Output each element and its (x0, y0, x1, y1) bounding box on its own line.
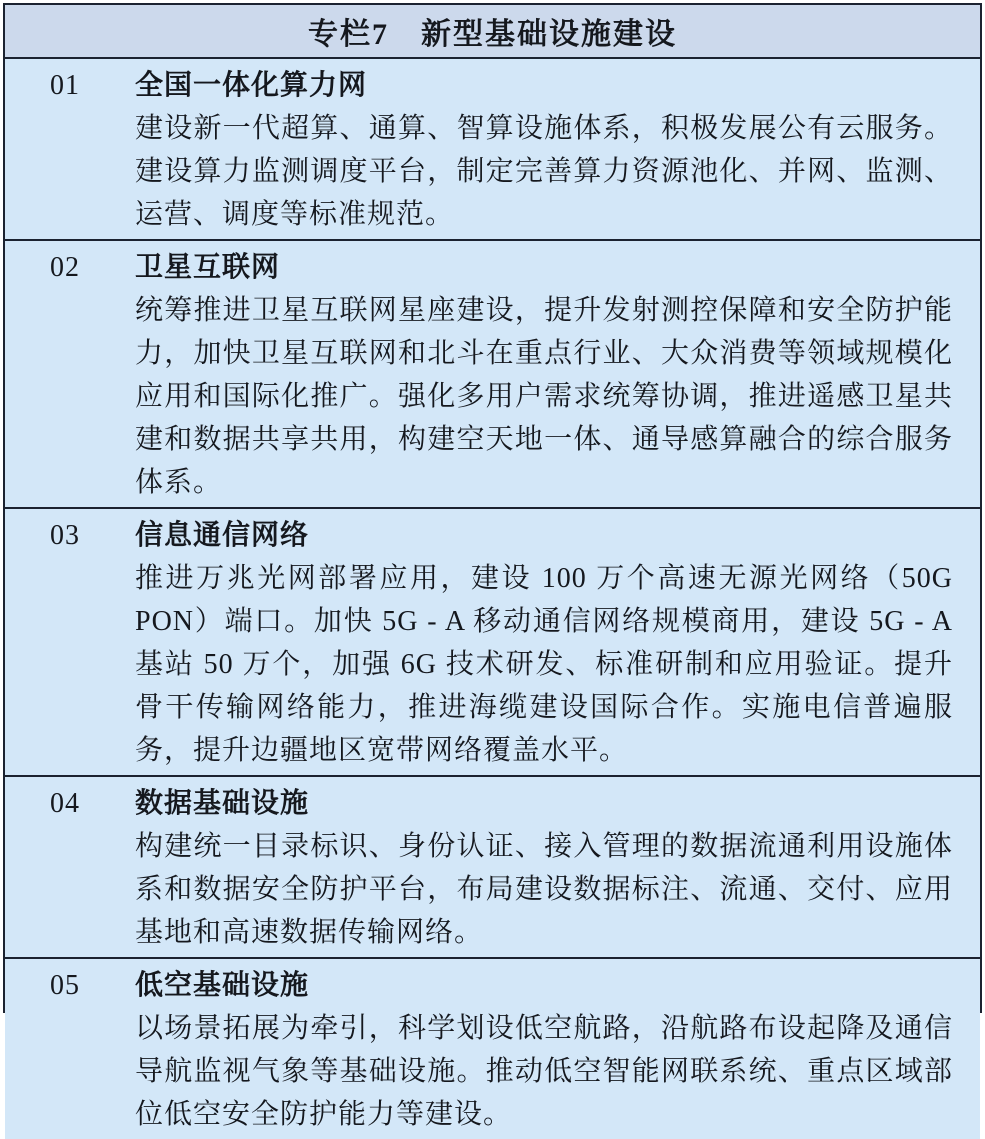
section-number: 04 (50, 788, 80, 819)
section-row-01 (5, 59, 980, 241)
section-body: 统筹推进卫星互联网星座建设，提升发射测控保障和安全防护能力，加快卫星互联网和北斗在重点行业、大众消费等领域规模化应用和国际化推广。强化多用户需求统筹协调，推进遥感卫星共建和数据共享共用，构建空天地一体、通导感算融合的综合服务体系。 (135, 295, 953, 498)
section-row-04 (5, 777, 980, 959)
box-title: 专栏7 新型基础设施建设 (308, 18, 677, 51)
section-body: 建设新一代超算、通算、智算设施体系，积极发展公有云服务。建设算力监测调度平台，制定完善算力资源池化、并网、监测、运营、调度等标准规范。 (135, 113, 953, 230)
section-title: 全国一体化算力网 (135, 70, 368, 101)
info-box (3, 3, 982, 1130)
section-number: 03 (50, 520, 80, 551)
section-title: 信息通信网络 (135, 520, 310, 551)
section-number: 02 (50, 252, 80, 283)
section-row-03 (5, 509, 980, 777)
section-content (135, 782, 953, 954)
section-title: 低空基础设施 (135, 970, 310, 1001)
section-number: 01 (50, 70, 80, 101)
section-body: 以场景拓展为牵引，科学划设低空航路，沿航路布设起降及通信导航监视气象等基础设施。推动低空智能网联系统、重点区域部位低空安全防护能力等建设。 (135, 1013, 953, 1130)
box-title-bar (5, 5, 980, 59)
section-number: 05 (50, 970, 80, 1001)
section-row-02 (5, 241, 980, 509)
section-row-05 (5, 959, 980, 1139)
section-content (135, 964, 953, 1136)
section-content (135, 246, 953, 504)
section-content (135, 514, 953, 772)
section-title: 数据基础设施 (135, 788, 310, 819)
section-body: 构建统一目录标识、身份认证、接入管理的数据流通利用设施体系和数据安全防护平台，布局建设数据标注、流通、交付、应用基地和高速数据传输网络。 (135, 831, 953, 948)
section-title: 卫星互联网 (135, 252, 281, 283)
section-content (135, 64, 953, 236)
section-body: 推进万兆光网部署应用，建设 100 万个高速无源光网络（50G PON）端口。加快 5G - A 移动通信网络规模商用，建设 5G - A 基站 50 万个，加强 6G 技术研发、标准研制和应用验证。提升骨干传输网络能力，推进海缆建设国际合作。实施电信普遍服务，提升边疆地区宽带网络覆盖水平。 (135, 563, 953, 766)
